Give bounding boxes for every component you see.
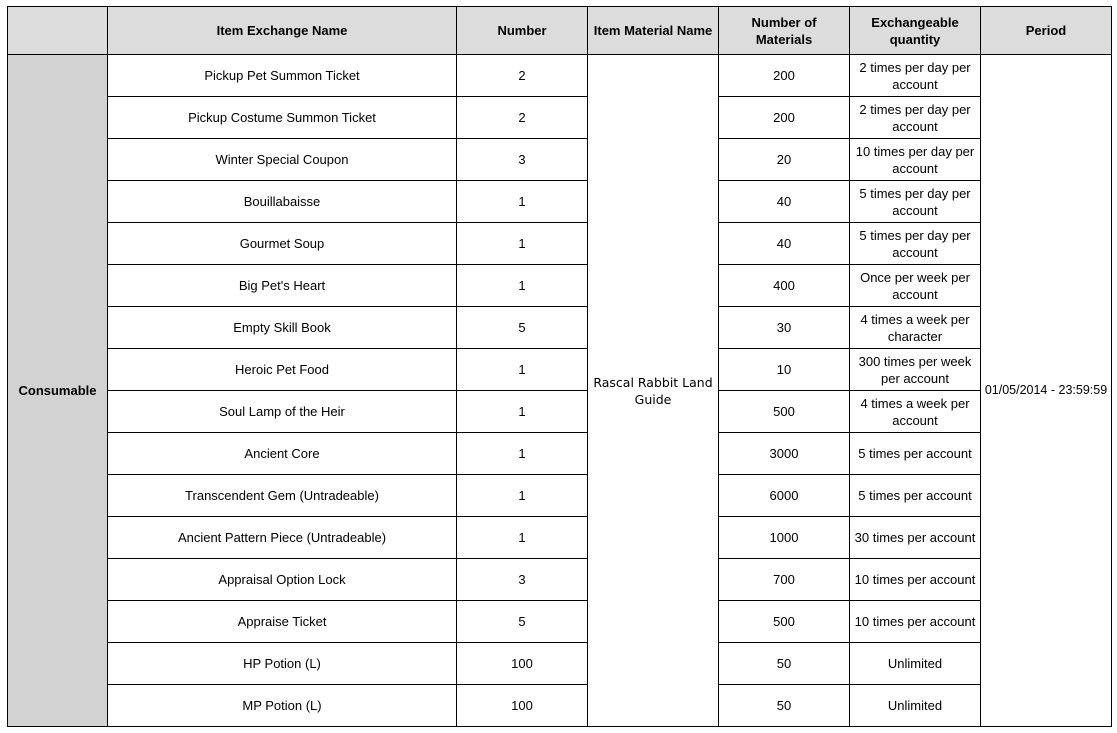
exchangeable-quantity-cell: 5 times per account [850,475,981,517]
table-row [8,475,1112,517]
exchangeable-quantity-cell: Unlimited [850,685,981,727]
exchangeable-quantity-cell: 10 times per account [850,601,981,643]
material-count-cell: 500 [719,391,850,433]
table-row [8,601,1112,643]
material-count-cell: 50 [719,685,850,727]
item-name-cell: MP Potion (L) [108,685,457,727]
number-cell: 1 [457,181,588,223]
item-name-cell: Bouillabaisse [108,181,457,223]
exchangeable-quantity-cell: 300 times per week per account [850,349,981,391]
table-row [8,265,1112,307]
material-count-cell: 40 [719,181,850,223]
number-cell: 2 [457,97,588,139]
material-count-cell: 200 [719,55,850,97]
exchangeable-quantity-cell: Once per week per account [850,265,981,307]
item-name-cell: Empty Skill Book [108,307,457,349]
number-cell: 1 [457,517,588,559]
number-cell: 3 [457,559,588,601]
exchangeable-quantity-cell: 5 times per day per account [850,181,981,223]
item-name-cell: Heroic Pet Food [108,349,457,391]
material-count-cell: 400 [719,265,850,307]
exchangeable-quantity-cell: 10 times per day per account [850,139,981,181]
number-cell: 1 [457,349,588,391]
exchange-table [7,6,1112,727]
table-row [8,391,1112,433]
header-item-material-name: Item Material Name [588,7,719,55]
table-row [8,307,1112,349]
exchangeable-quantity-cell: 4 times a week per account [850,391,981,433]
exchangeable-quantity-cell: 2 times per day per account [850,55,981,97]
header-number-of-materials: Number of Materials [719,7,850,55]
item-name-cell: Soul Lamp of the Heir [108,391,457,433]
table-row [8,433,1112,475]
material-count-cell: 20 [719,139,850,181]
number-cell: 1 [457,475,588,517]
number-cell: 2 [457,55,588,97]
material-count-cell: 500 [719,601,850,643]
item-name-cell: Ancient Core [108,433,457,475]
item-name-cell: Appraise Ticket [108,601,457,643]
table-body [8,55,1112,727]
header-row [8,7,1112,55]
item-name-cell: HP Potion (L) [108,643,457,685]
material-count-cell: 700 [719,559,850,601]
number-cell: 3 [457,139,588,181]
item-name-cell: Appraisal Option Lock [108,559,457,601]
number-cell: 5 [457,601,588,643]
number-cell: 1 [457,391,588,433]
item-name-cell: Pickup Pet Summon Ticket [108,55,457,97]
header-blank [8,7,108,55]
table-row [8,55,1112,97]
material-count-cell: 30 [719,307,850,349]
header-number: Number [457,7,588,55]
item-name-cell: Gourmet Soup [108,223,457,265]
material-count-cell: 40 [719,223,850,265]
table-row [8,223,1112,265]
material-name-cell: Rascal Rabbit Land Guide [588,55,719,727]
number-cell: 100 [457,685,588,727]
exchangeable-quantity-cell: 5 times per account [850,433,981,475]
material-count-cell: 10 [719,349,850,391]
item-name-cell: Big Pet's Heart [108,265,457,307]
table-row [8,139,1112,181]
item-name-cell: Pickup Costume Summon Ticket [108,97,457,139]
exchangeable-quantity-cell: 5 times per day per account [850,223,981,265]
number-cell: 5 [457,307,588,349]
item-name-cell: Winter Special Coupon [108,139,457,181]
item-name-cell: Ancient Pattern Piece (Untradeable) [108,517,457,559]
table-row [8,517,1112,559]
table-row [8,97,1112,139]
header-exchangeable-quantity: Exchangeable quantity [850,7,981,55]
exchangeable-quantity-cell: 2 times per day per account [850,97,981,139]
category-cell: Consumable [8,55,108,727]
exchangeable-quantity-cell: Unlimited [850,643,981,685]
number-cell: 1 [457,265,588,307]
material-count-cell: 3000 [719,433,850,475]
number-cell: 1 [457,223,588,265]
table-row [8,349,1112,391]
number-cell: 100 [457,643,588,685]
header-item-exchange-name: Item Exchange Name [108,7,457,55]
exchangeable-quantity-cell: 30 times per account [850,517,981,559]
material-count-cell: 6000 [719,475,850,517]
table-row [8,643,1112,685]
table-row [8,559,1112,601]
period-cell: 01/05/2014 - 23:59:59 [981,55,1112,727]
material-count-cell: 200 [719,97,850,139]
header-period: Period [981,7,1112,55]
exchangeable-quantity-cell: 4 times a week per character [850,307,981,349]
table-row [8,685,1112,727]
exchangeable-quantity-cell: 10 times per account [850,559,981,601]
material-count-cell: 1000 [719,517,850,559]
material-count-cell: 50 [719,643,850,685]
number-cell: 1 [457,433,588,475]
table-row [8,181,1112,223]
item-name-cell: Transcendent Gem (Untradeable) [108,475,457,517]
